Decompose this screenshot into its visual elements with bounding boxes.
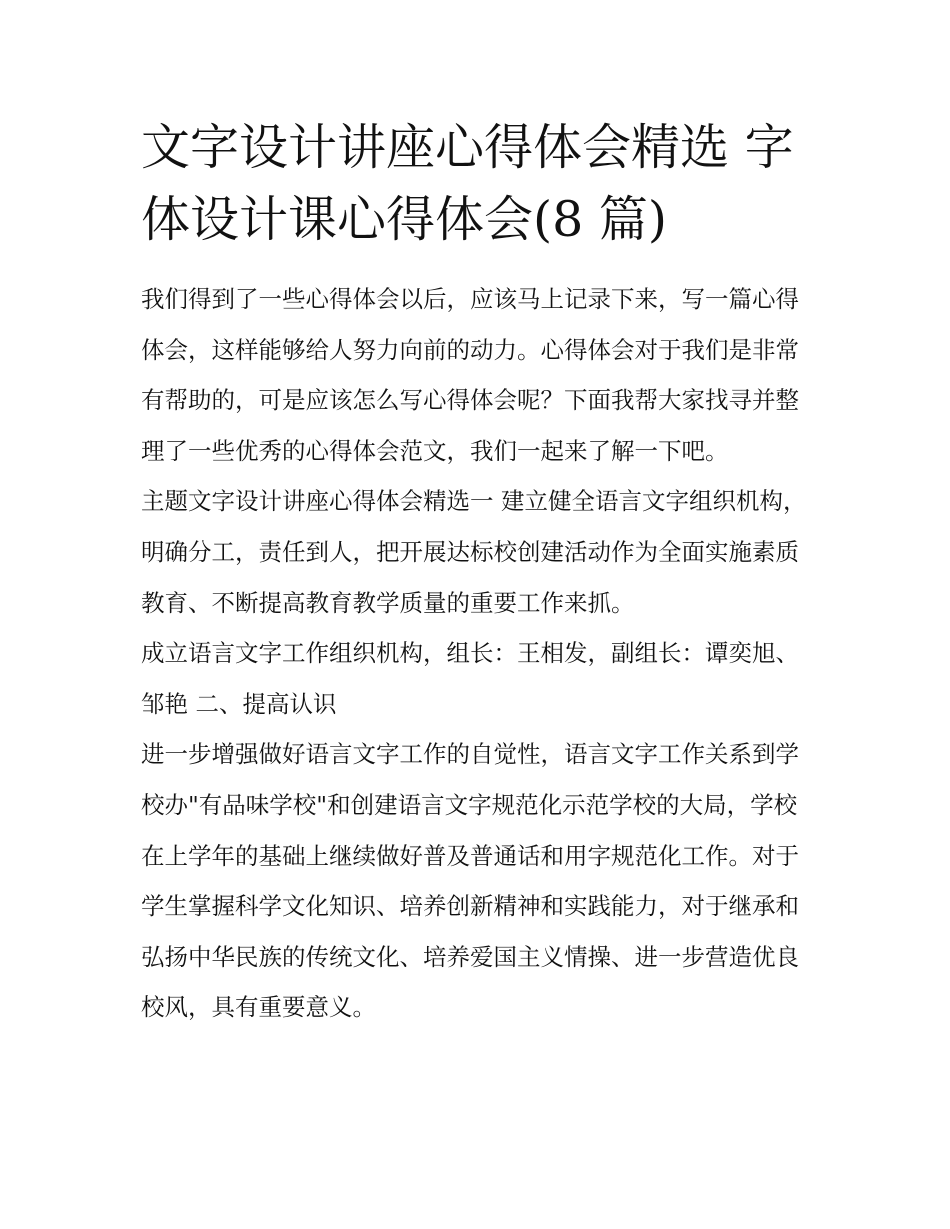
- document-title: 文字设计讲座心得体会精选 字体设计课心得体会(8 篇): [141, 119, 794, 248]
- paragraph-awareness: 进一步增强做好语言文字工作的自觉性，语言文字工作关系到学校办"有品味学校"和创建语言文字规范化示范学校的大局，学校在上学年的基础上继续做好普及普通话和用字规范化工作。对于学生掌握科学文化知识、培养创新精神和实践能力，对于继承和弘扬中华民族的传统文化、培养爱国主义情操、进一步营造优良校风，具有重要意义。: [141, 740, 799, 1022]
- paragraph-intro: 我们得到了一些心得体会以后，应该马上记录下来，写一篇心得体会，这样能够给人努力向前的动力。心得体会对于我们是非常有帮助的，可是应该怎么写心得体会呢？下面我帮大家找寻并整理了一些优秀的心得体会范文，我们一起来了解一下吧。: [141, 285, 799, 465]
- paragraph-topic-one: 主题文字设计讲座心得体会精选一 建立健全语言文字组织机构，明确分工，责任到人，把开展达标校创建活动作为全面实施素质教育、不断提高教育教学质量的重要工作来抓。: [141, 487, 807, 617]
- document-page: [141, 112, 813, 1033]
- paragraph-organization: 成立语言文字工作组织机构，组长：王相发，副组长：谭奕旭、邹艳 二、提高认识: [141, 639, 799, 718]
